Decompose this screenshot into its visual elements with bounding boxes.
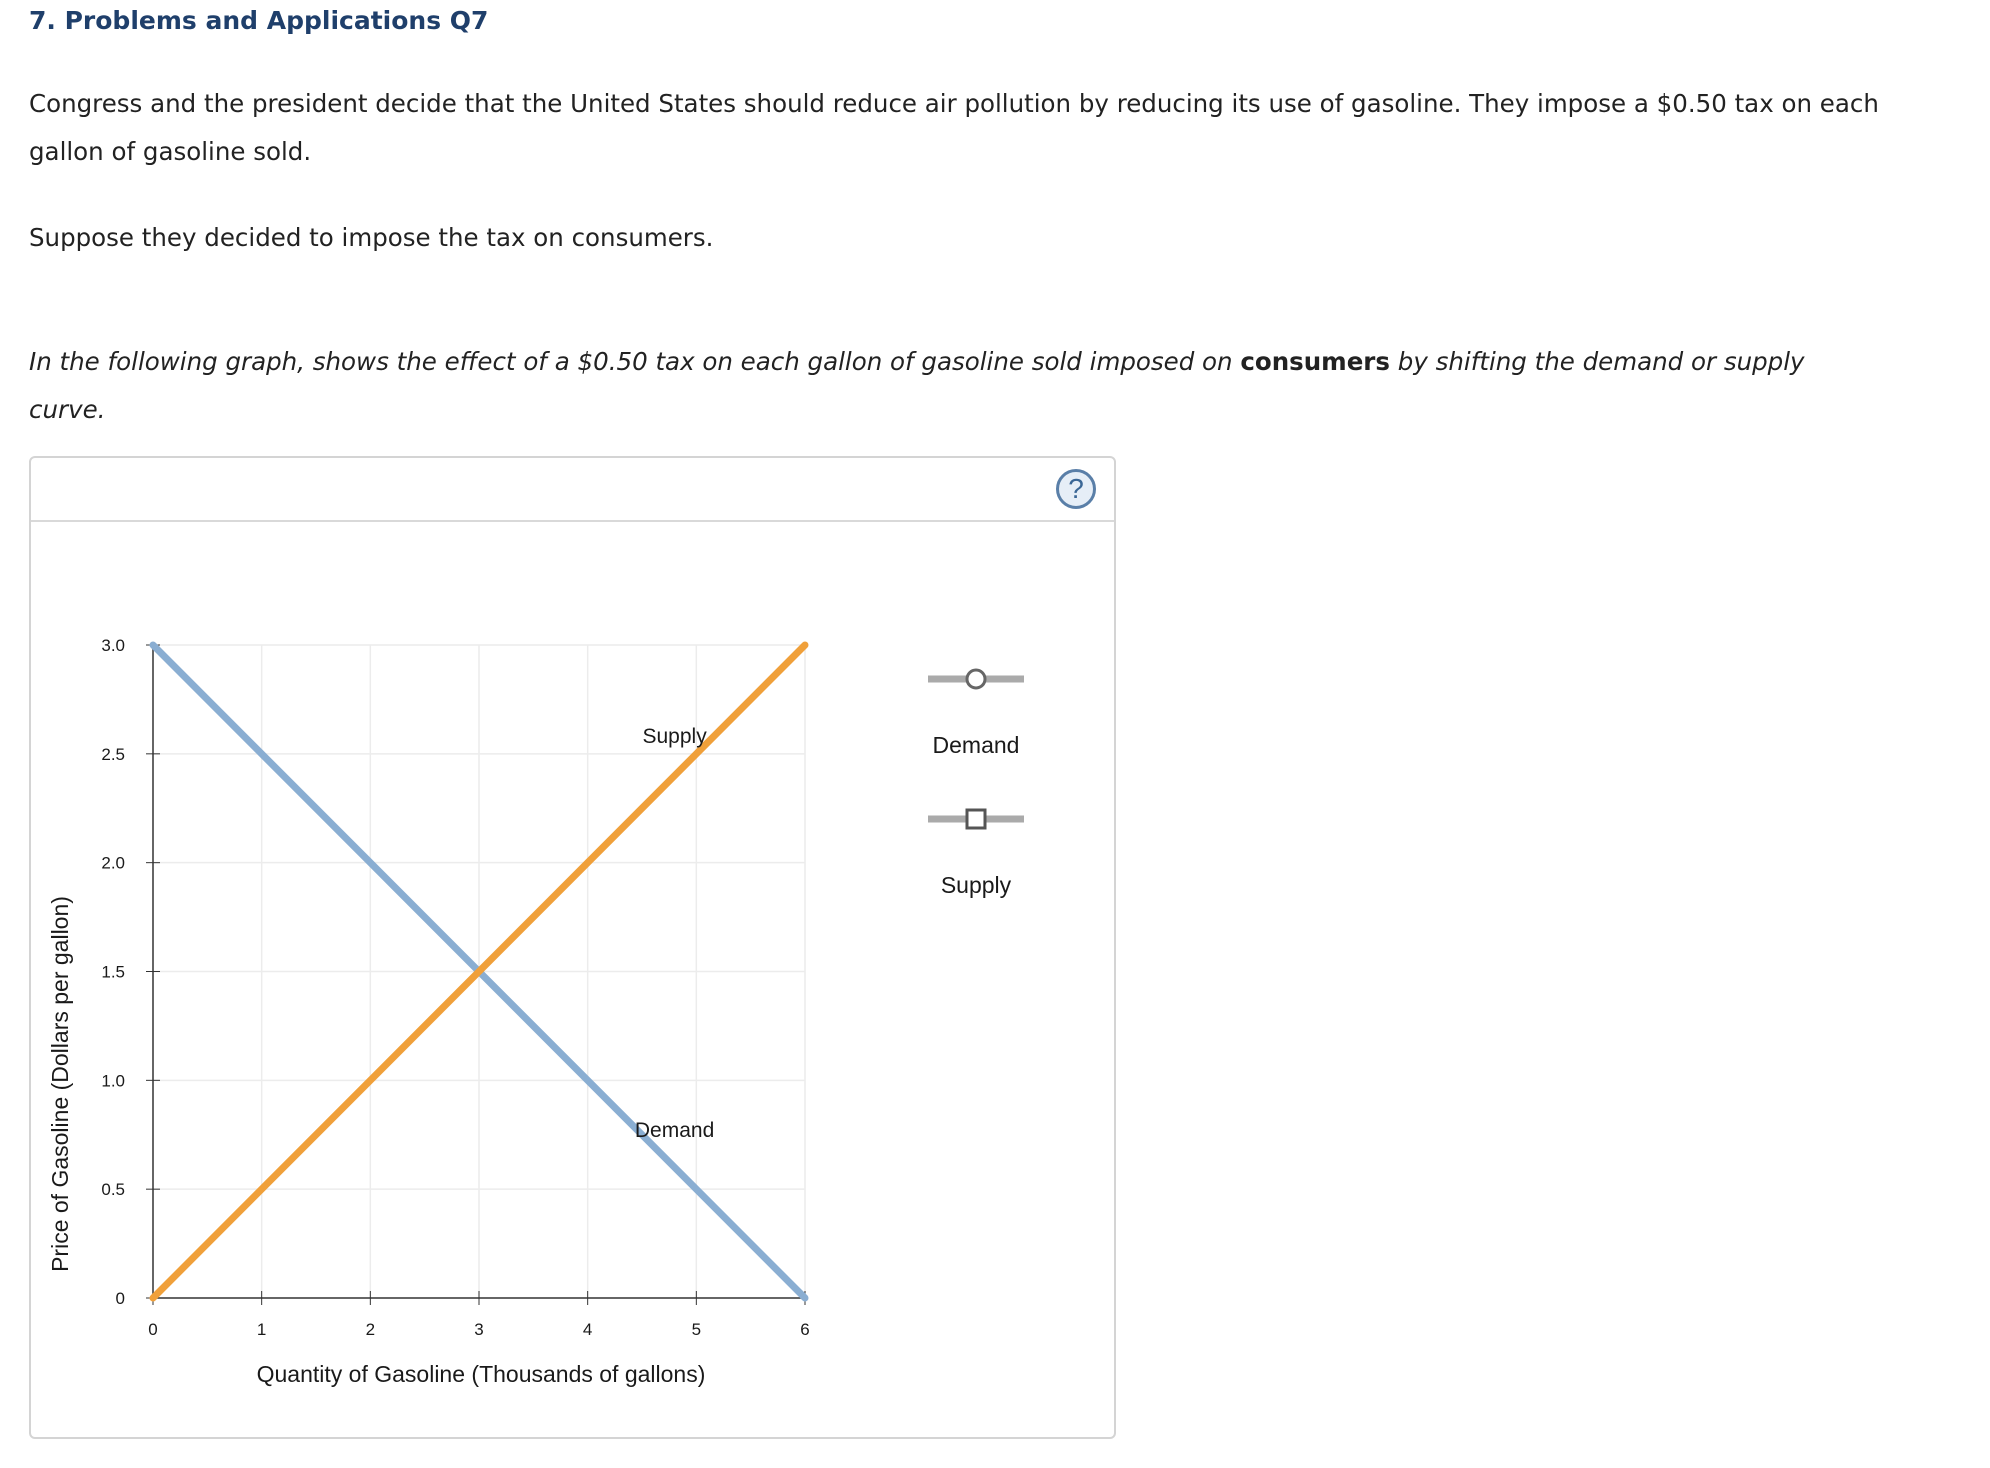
legend-supply-tool[interactable]: [928, 810, 1024, 828]
intro-paragraph: [29, 80, 1879, 176]
intro-line-2: gallon of gasoline sold.: [29, 137, 312, 166]
circle-icon: [967, 670, 985, 688]
instruction-text-1: In the following graph, shows the effect of a $0.50 tax on each gallon of gasoline sold imposed on: [29, 347, 1241, 376]
x-tick-label: 6: [800, 1320, 810, 1339]
legend-supply-label: Supply: [940, 872, 1012, 898]
curve-label-supply: Supply: [642, 724, 707, 748]
y-tick-label: 0: [115, 1289, 125, 1308]
y-tick-label: 0.5: [101, 1180, 125, 1200]
scenario-paragraph: Suppose they decided to impose the tax on consumers.: [29, 223, 714, 252]
y-tick-label: 2.5: [101, 744, 125, 764]
instruction-paragraph: [29, 338, 1805, 434]
instruction-line-2: curve.: [29, 395, 106, 424]
x-tick-label: 0: [148, 1320, 158, 1339]
curve-label-demand: Demand: [634, 1118, 715, 1142]
instruction-bold: consumers: [1240, 347, 1390, 376]
question-title: 7. Problems and Applications Q7: [29, 6, 489, 35]
y-tick-label: 1.0: [101, 1071, 125, 1091]
instruction-text-2: by shifting the demand or supply: [1389, 347, 1805, 376]
x-axis-label: Quantity of Gasoline (Thousands of gallons): [256, 1361, 706, 1387]
y-tick-label: 3.0: [101, 636, 125, 655]
graph-panel: [29, 456, 1116, 1439]
y-axis-label: Price of Gasoline (Dollars per gallon): [47, 896, 73, 1272]
x-tick-label: 4: [582, 1320, 593, 1339]
x-tick-label: 5: [691, 1320, 702, 1339]
curve-labels: [635, 725, 714, 1142]
y-tick-label: 1.5: [101, 962, 125, 982]
x-tick-label: 1: [256, 1320, 267, 1339]
help-button[interactable]: ?: [1056, 469, 1096, 509]
intro-line-1: Congress and the president decide that the United States should reduce air pollution by reducing its use of gasoline. They impose a $0.50 tax on each: [29, 89, 1879, 118]
x-tick-label: 2: [365, 1320, 376, 1339]
y-tick-label: 2.0: [101, 853, 125, 873]
square-icon: [967, 810, 985, 828]
legend-demand-label: Demand: [932, 732, 1020, 758]
graph-svg: [31, 458, 1114, 1437]
legend-demand-tool[interactable]: [928, 670, 1024, 688]
x-tick-label: 3: [474, 1320, 484, 1339]
